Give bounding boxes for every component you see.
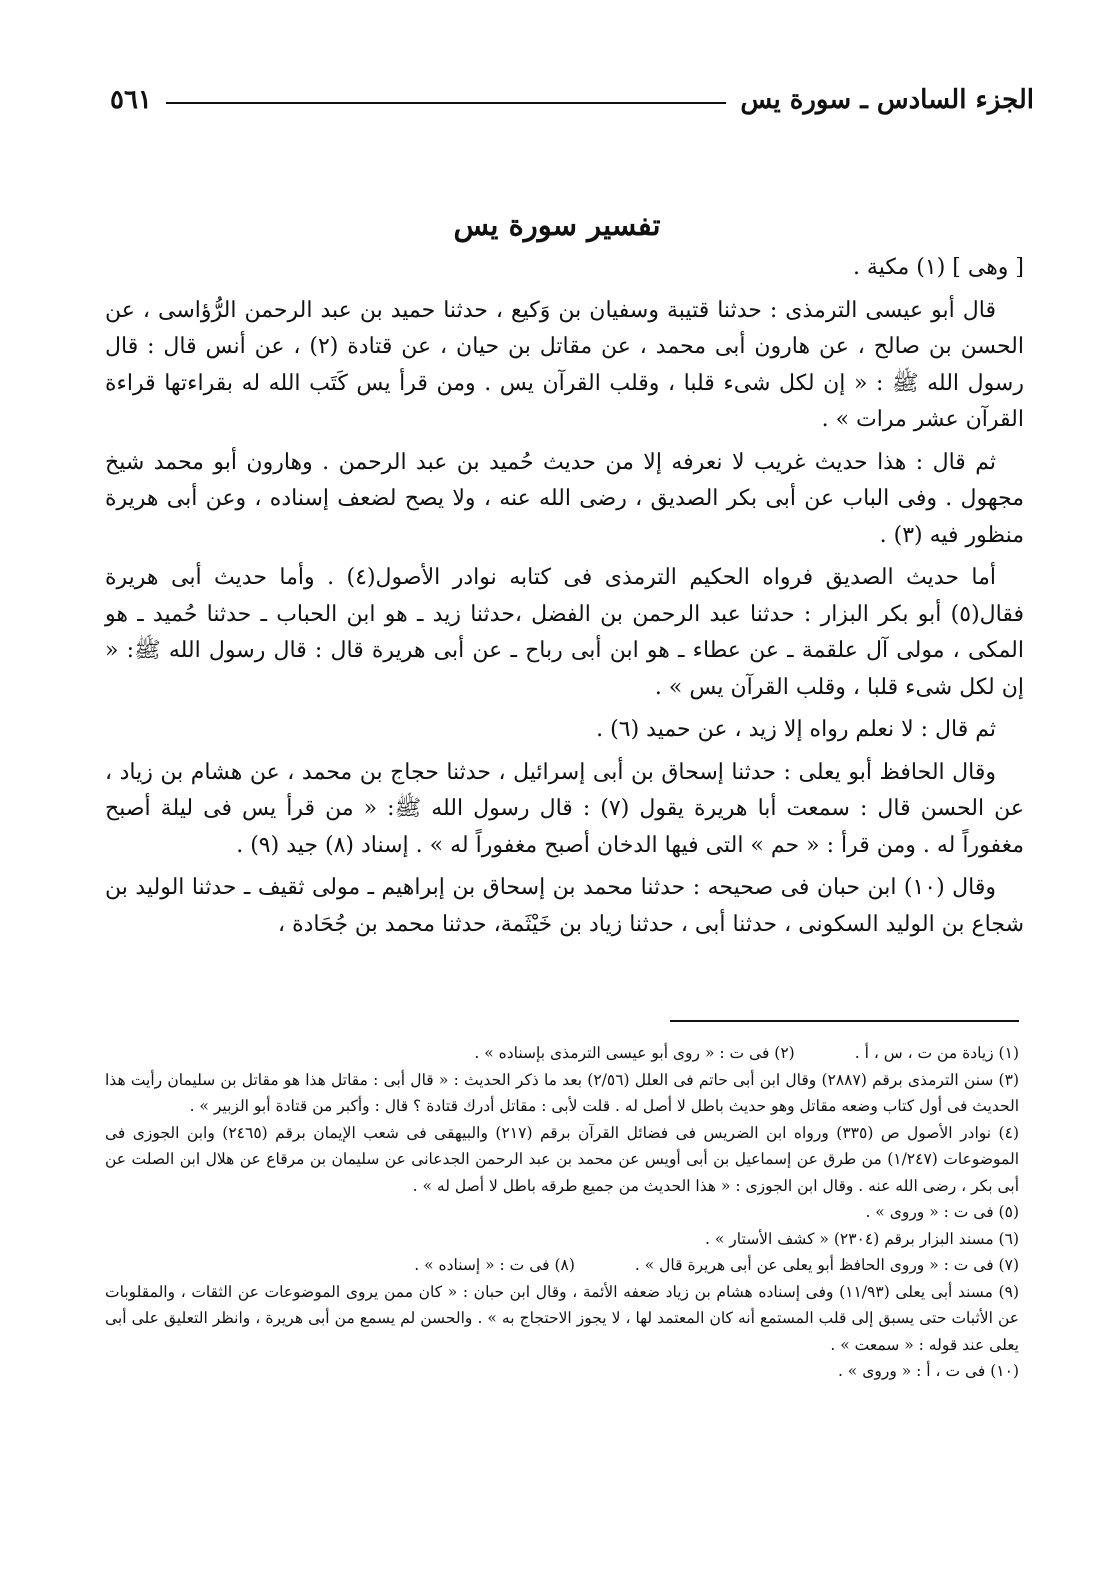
footnote-row xyxy=(105,1252,1019,1279)
paragraph: وقال (١٠) ابن حبان فى صحيحه : حدثنا محمد بن إسحاق بن إبراهيم ـ مولى ثقيف ـ حدثنا الوليد بن شجاع بن الوليد السكونى ، حدثنا أبى ، حدثنا زياد بن خَيْثَمة، حدثنا محمد بن جُحَادة ، xyxy=(105,875,1024,937)
footnote-10: (١٠) فى ت ، أ : « وروى » . xyxy=(837,1362,1019,1380)
footnotes xyxy=(105,1040,1019,1385)
footnote-5: (٥) فى ت : « وروى » . xyxy=(865,1203,1019,1221)
header-rule xyxy=(166,102,726,104)
paragraph: ثم قال : لا نعلم رواه إلا زيد ، عن حميد (٦) . xyxy=(596,717,996,742)
footnote-8: (٨) فى ت : « إسناده » . xyxy=(414,1256,575,1274)
footnote-7: (٧) فى ت : « وروى الحافظ أبو يعلى عن أبى هريرة قال » . xyxy=(634,1256,1019,1274)
paragraph-intro: [ وهى ] (١) مكية . xyxy=(852,255,1024,280)
paragraph: قال أبو عيسى الترمذى : حدثنا قتيبة وسفيان بن وَكيع ، حدثنا حميد بن عبد الرحمن الرُّؤاسى ، عن الحسن بن صالح ، عن هارون أبى محمد ، عن مقاتل بن حيان ، عن قتادة (٢) ، عن أنس قال : قال رسول الله ﷺ : « إن لكل شىء قلبا ، وقلب القرآن يس . ومن قرأ يس كَتَب الله له بقراءتها قراءة القرآن عشر مرات » . xyxy=(105,297,1025,432)
footnote-1: (١) زيادة من ت ، س ، أ . xyxy=(854,1044,1019,1062)
paragraph: وقال الحافظ أبو يعلى : حدثنا إسحاق بن أبى إسرائيل ، حدثنا حجاج بن محمد ، عن هشام بن زياد ، عن الحسن قال : سمعت أبا هريرة يقول (٧) : قال رسول الله ﷺ: « من قرأ يس فى ليلة أصبح مغفوراً له . ومن قرأ : « حم » التى فيها الدخان أصبح مغفوراً له » . إسناد (٨) جيد (٩) . xyxy=(105,759,1024,858)
running-title: الجزء السادس ـ سورة يس xyxy=(740,85,1034,115)
footnote-6: (٦) مسند البزار برقم (٢٣٠٤) « كشف الأستار » . xyxy=(705,1229,1019,1248)
footnote-2: (٢) فى ت : « روى أبو عيسى الترمذى بإسناده » . xyxy=(474,1044,795,1062)
running-header xyxy=(110,80,1034,120)
paragraph: أما حديث الصديق فرواه الحكيم الترمذى فى كتابه نوادر الأصول(٤) . وأما حديث أبى هريرة فقال(٥) أبو بكر البزار : حدثنا عبد الرحمن بن الفضل ،حدثنا زيد ـ هو ابن الحباب ـ حدثنا حُميد ـ هو المكى ، مولى آل علقمة ـ عن عطاء ـ هو ابن أبى رباح ـ عن أبى هريرة قال : قال رسول الله ﷺ: « إن لكل شىء قلبا ، وقلب القرآن يس » . xyxy=(105,565,1024,700)
footnote-9: (٩) مسند أبى يعلى (١١/٩٣) وفى إسناده هشام بن زياد ضعفه الأئمة ، وقال ابن حبان : « كان ممن يروى الموضوعات عن الثقات ، والمقلوبات عن الأثبات حتى يسبق إلى قلب المستمع أنه كان المعتمد لها ، لا يجوز الاحتجاج به » . والحسن لم يسمع من أبى هريرة ، وانظر التعليق على أبى يعلى عند قوله : « سمعت » . xyxy=(105,1282,1019,1354)
surah-title: تفسير سورة يس xyxy=(453,208,661,242)
paragraph: ثم قال : هذا حديث غريب لا نعرفه إلا من حديث حُميد بن عبد الرحمن . وهارون أبو محمد شيخ مجهول . وفى الباب عن أبى بكر الصديق ، رضى الله عنه ، ولا يصح لضعف إسناده ، وعن أبى هريرة منظور فيه (٣) . xyxy=(105,449,1024,548)
footnote-3: (٣) سنن الترمذى برقم (٢٨٨٧) وقال ابن أبى حاتم فى العلل (٢/٥٦) بعد ما ذكر الحديث : « قال أبى : مقاتل هذا هو مقاتل بن سليمان رأيت هذا الحديث فى أول كتاب وضعه مقاتل وهو حديث باطل لا أصل له . قلت لأبى : مقاتل أدرك قتادة ؟ قال : وأكبر من قتادة أبو الزبير » . xyxy=(105,1070,1019,1115)
main-text xyxy=(105,250,1024,949)
footnote-separator xyxy=(670,1020,1019,1022)
footnote-row xyxy=(105,1040,1019,1067)
footnote-4: (٤) نوادر الأصول ص (٣٣٥) ورواه ابن الضريس فى فضائل القرآن برقم (٢١٧) والبيهقى فى شعب الإيمان برقم (٢٤٦٥) وابن الجوزى فى الموضوعات (١/٢٤٧) من طرق عن إسماعيل بن أبى أويس عن محمد بن عبد الرحمن الجدعانى عن سليمان بن مرقاع عن هلال ابن الصلت عن أبى بكر ، رضى الله عنه . وقال ابن الجوزى : « هذا الحديث من جميع طرقه باطل لا أصل له » . xyxy=(105,1123,1020,1195)
page-number: ٥٦١ xyxy=(110,85,152,115)
